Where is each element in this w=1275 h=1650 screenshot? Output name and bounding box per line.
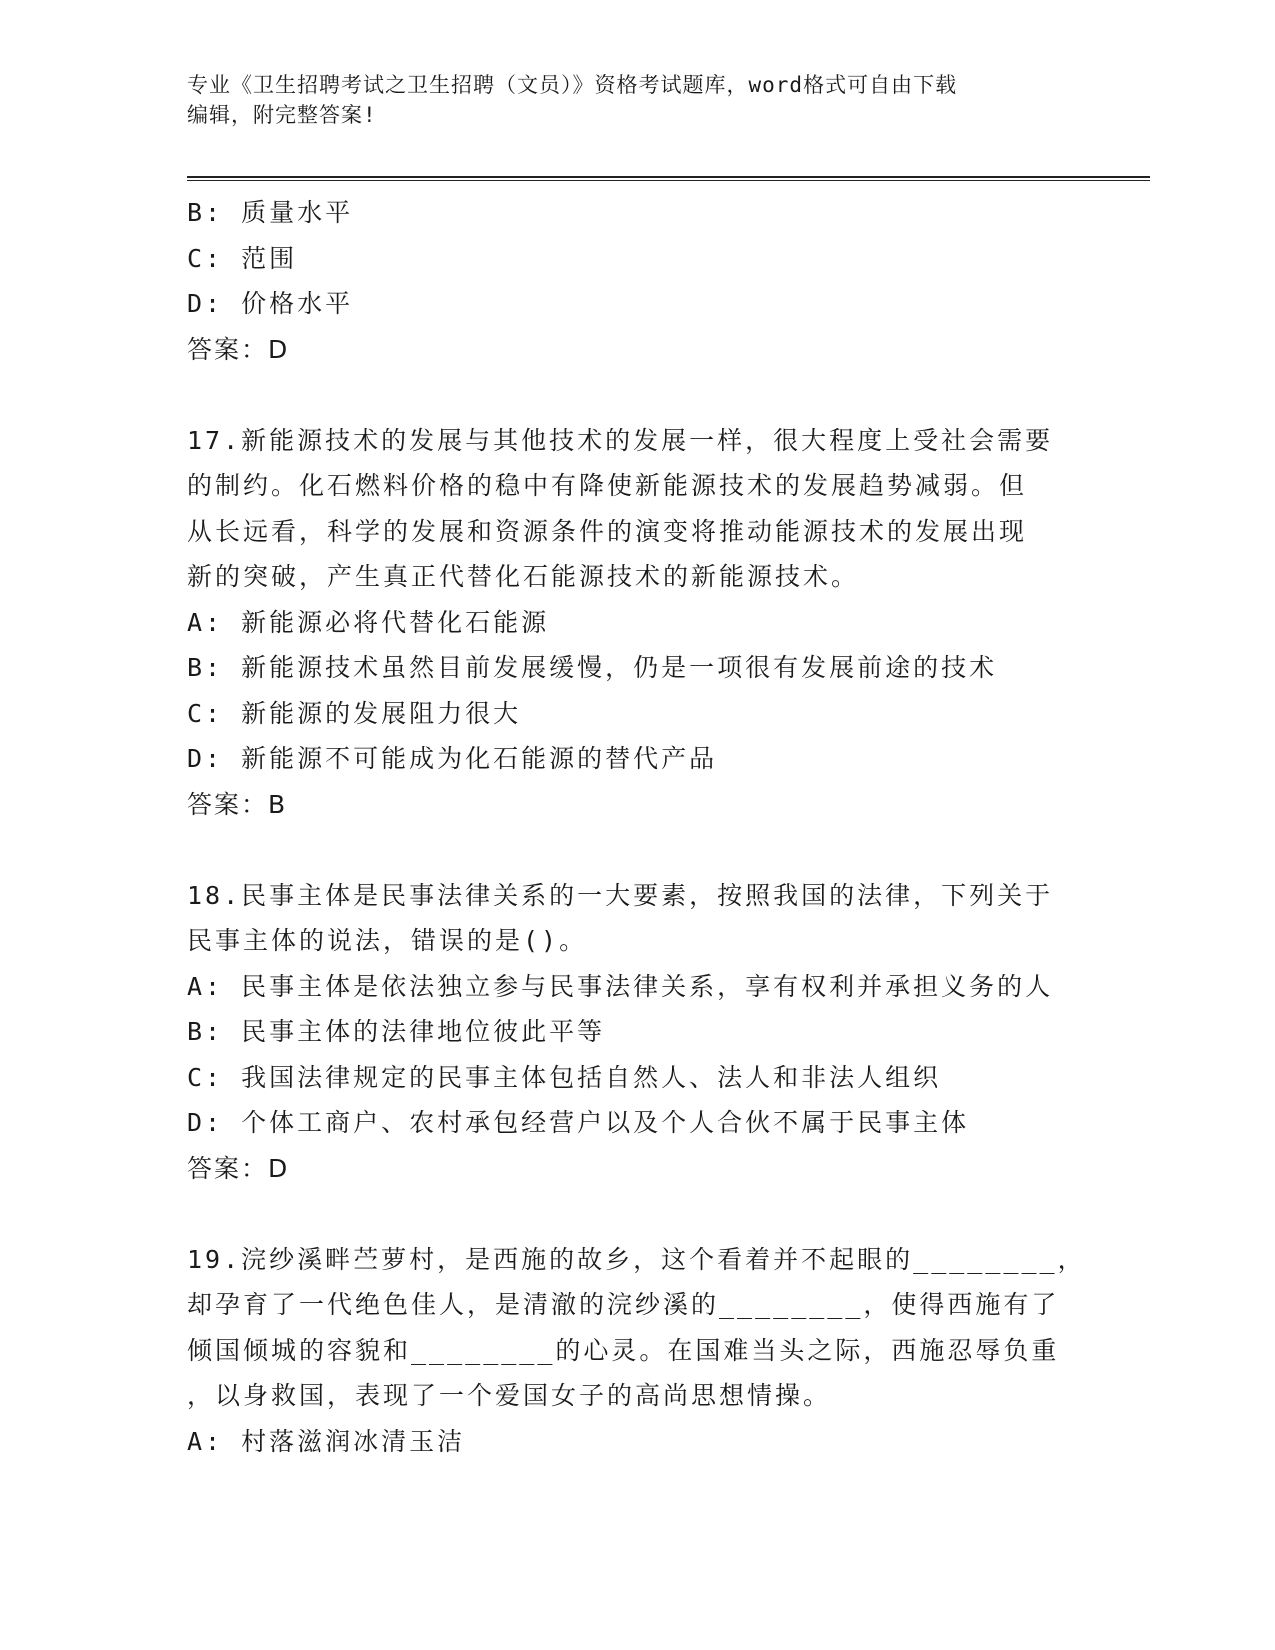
question-stem-line: 新的突破，产生真正代替化石能源技术的新能源技术。 bbox=[187, 562, 860, 591]
option-c: C: 我国法律规定的民事主体包括自然人、法人和非法人组织 bbox=[187, 1062, 942, 1092]
option-a: A: 民事主体是依法独立参与民事法律关系，享有权利并承担义务的人 bbox=[187, 971, 1054, 1001]
question-stem-line: 民事主体的说法，错误的是()。 bbox=[187, 926, 588, 955]
header-line-1: 专业《卫生招聘考试之卫生招聘（文员）》资格考试题库，word格式可自由下载 bbox=[187, 73, 958, 97]
option-d: D: 新能源不可能成为化石能源的替代产品 bbox=[187, 744, 718, 773]
question-stem-line: 19.浣纱溪畔苎萝村，是西施的故乡，这个看着并不起眼的________， bbox=[187, 1244, 1086, 1274]
spacer bbox=[187, 372, 1087, 418]
question-19 bbox=[187, 1237, 1087, 1465]
answer-line: 答案：B bbox=[187, 789, 288, 819]
question-stem-line: 的制约。化石燃料价格的稳中有降使新能源技术的发展趋势减弱。但 bbox=[187, 471, 1028, 500]
header-line-2: 编辑，附完整答案! bbox=[187, 103, 377, 127]
question-18 bbox=[187, 873, 1087, 1192]
option-a: A: 村落滋润冰清玉洁 bbox=[187, 1426, 466, 1456]
option-d: D: 价格水平 bbox=[187, 289, 354, 318]
spacer bbox=[187, 827, 1087, 873]
option-c: C: 范围 bbox=[187, 243, 298, 273]
option-b: B: 质量水平 bbox=[187, 198, 354, 227]
question-16-continuation bbox=[187, 190, 1087, 372]
option-b: B: 新能源技术虽然目前发展缓慢，仍是一项很有发展前途的技术 bbox=[187, 653, 998, 682]
question-stem-line: 17.新能源技术的发展与其他技术的发展一样，很大程度上受社会需要 bbox=[187, 425, 1054, 455]
spacer bbox=[187, 1191, 1087, 1237]
option-a: A: 新能源必将代替化石能源 bbox=[187, 607, 550, 637]
question-stem-line: 18.民事主体是民事法律关系的一大要素，按照我国的法律，下列关于 bbox=[187, 880, 1054, 910]
question-stem-line: ，以身救国，表现了一个爱国女子的高尚思想情操。 bbox=[187, 1381, 832, 1410]
answer-line: 答案：D bbox=[187, 1153, 290, 1183]
option-b: B: 民事主体的法律地位彼此平等 bbox=[187, 1017, 606, 1046]
question-content bbox=[187, 190, 1087, 1464]
header-divider bbox=[187, 176, 1150, 181]
question-stem-line: 倾国倾城的容貌和________的心灵。在国难当头之际，西施忍辱负重 bbox=[187, 1335, 1060, 1365]
question-17 bbox=[187, 418, 1087, 828]
answer-line: 答案：D bbox=[187, 334, 290, 364]
question-stem-line: 却孕育了一代绝色佳人，是清澈的浣纱溪的________，使得西施有了 bbox=[187, 1290, 1060, 1319]
option-c: C: 新能源的发展阻力很大 bbox=[187, 698, 522, 728]
document-header bbox=[187, 70, 1087, 130]
question-stem-line: 从长远看，科学的发展和资源条件的演变将推动能源技术的发展出现 bbox=[187, 516, 1028, 546]
option-d: D: 个体工商户、农村承包经营户以及个人合伙不属于民事主体 bbox=[187, 1108, 970, 1137]
